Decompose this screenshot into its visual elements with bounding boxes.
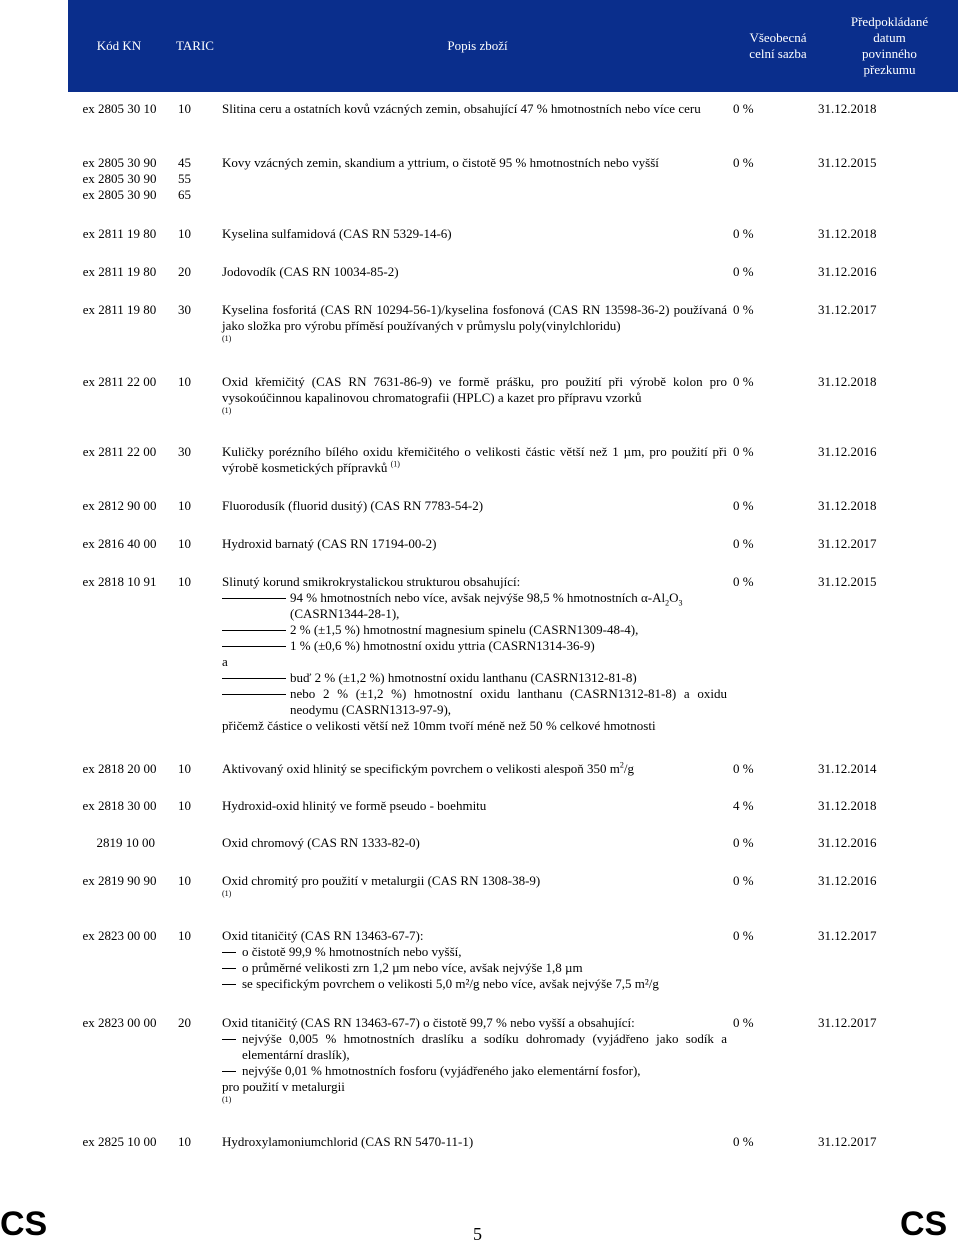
footnote-ref: (1) bbox=[222, 406, 232, 415]
description-cell: Kuličky porézního bílého oxidu křemičitého o velikosti částic větší než 1 µm, pro použití při výrobě kosmetických přípravků $^{(1)}$ bbox=[222, 444, 727, 475]
taric-cell: 10 bbox=[178, 374, 191, 389]
rate-cell: 0 % bbox=[733, 761, 754, 776]
header-sazba: Všeobecná celní sazba bbox=[749, 30, 807, 61]
description-cell: Kyselina sulfamidová (CAS RN 5329-14-6) bbox=[222, 226, 452, 241]
description-cell: Fluorodusík (fluorid dusitý) (CAS RN 7783-54-2) bbox=[222, 498, 484, 513]
footnote-ref: (1) bbox=[222, 1095, 232, 1104]
review-date-cell: 31.12.2017 bbox=[818, 536, 877, 551]
taric-cell: 10 bbox=[178, 101, 191, 116]
list-item: nebo 2 % (±1,2 %) hmotnostní oxidu lanthanu (CASRN1312-81-8) a oxidu neodymu (CASRN1313-97-9), bbox=[222, 686, 727, 718]
taric-cell: 10 bbox=[178, 1134, 191, 1149]
list-item: nejvýše 0,01 % hmotnostních fosforu (vyjádřeného jako elementární fosfor), bbox=[222, 1063, 727, 1079]
list-item: o čistotě 99,9 % hmotnostních nebo vyšší, bbox=[222, 944, 727, 960]
description-cell: Hydroxylamoniumchlorid (CAS RN 5470-11-1) bbox=[222, 1134, 474, 1149]
review-date-cell: 31.12.2017 bbox=[818, 1015, 877, 1030]
review-date-cell: 31.12.2017 bbox=[818, 928, 877, 943]
kod-cell: ex 2819 90 90 bbox=[82, 873, 157, 888]
taric-cell: 45 55 65 bbox=[178, 155, 191, 202]
taric-cell: 10 bbox=[178, 928, 191, 943]
rate-cell: 0 % bbox=[733, 302, 754, 317]
rate-cell: 0 % bbox=[733, 444, 754, 459]
taric-cell: 20 bbox=[178, 264, 191, 279]
review-date-cell: 31.12.2016 bbox=[818, 444, 877, 459]
header-popis: Popis zboží bbox=[447, 38, 508, 53]
review-date-cell: 31.12.2015 bbox=[818, 155, 877, 170]
review-date-cell: 31.12.2018 bbox=[818, 101, 877, 116]
taric-cell: 10 bbox=[178, 761, 191, 776]
kod-cell: ex 2811 22 00 bbox=[82, 374, 157, 389]
review-date-cell: 31.12.2017 bbox=[818, 1134, 877, 1149]
taric-cell: 10 bbox=[178, 536, 191, 551]
taric-cell: 10 bbox=[178, 873, 191, 888]
kod-cell: ex 2805 30 90 ex 2805 30 90 ex 2805 30 90 bbox=[82, 155, 157, 202]
kod-cell: 2819 10 00 bbox=[96, 835, 155, 850]
kod-cell: ex 2823 00 00 bbox=[82, 1015, 157, 1030]
taric-cell: 10 bbox=[178, 574, 191, 589]
kod-cell: ex 2812 90 00 bbox=[82, 498, 157, 513]
description-cell: Slinutý korund smikrokrystalickou strukturou obsahující: 94 % hmotnostních nebo více, avšak nejvýše 98,5 % hmotnostních $\alpha-Al_2O_3$ (CASRN1344-28-1), 2 % (±1,5 %) hmotnostní magnesium spinelu (CASRN1309-48-4), 1 % (±0,6 %) hmotnostní oxidu yttria (CASRN1314-36-9) a buď 2 % (±1,2 %) hmotnostní oxidu lanthanu (CASRN1312-81-8) nebo 2 % (±1,2 %) hmotnostní oxidu lanthanu (CASRN1312-81-8) a oxidu neodymu (CASRN1313-97-9), přičemž částice o velikosti větší než 10mm tvoří méně než 50 % celkové hmotnosti bbox=[222, 574, 727, 733]
rate-cell: 0 % bbox=[733, 498, 754, 513]
review-date-cell: 31.12.2018 bbox=[818, 374, 877, 389]
taric-cell: 20 bbox=[178, 1015, 191, 1030]
list-item: nejvýše 0,005 % hmotnostních draslíku a sodíku dohromady (vyjádřeno jako sodík a elementární draslík), bbox=[222, 1031, 727, 1063]
rate-cell: 0 % bbox=[733, 1134, 754, 1149]
rate-cell: 0 % bbox=[733, 835, 754, 850]
list-item: buď 2 % (±1,2 %) hmotnostní oxidu lanthanu (CASRN1312-81-8) bbox=[222, 670, 727, 686]
header-taric: TARIC bbox=[176, 38, 214, 53]
taric-cell: 10 bbox=[178, 226, 191, 241]
description-cell: Hydroxid barnatý (CAS RN 17194-00-2) bbox=[222, 536, 437, 551]
list-item: 2 % (±1,5 %) hmotnostní magnesium spinelu (CASRN1309-48-4), bbox=[222, 622, 727, 638]
page-number: 5 bbox=[473, 1224, 482, 1244]
footer-language-left: CS bbox=[0, 1205, 48, 1243]
review-date-cell: 31.12.2016 bbox=[818, 873, 877, 888]
rate-cell: 0 % bbox=[733, 155, 754, 170]
description-cell: Oxid titaničitý (CAS RN 13463-67-7): o čistotě 99,9 % hmotnostních nebo vyšší, o průměrné velikosti zrn 1,2 µm nebo více, avšak nejvýše 1,8 µm se specifickým povrchem o velikosti 5,0 m²/g nebo více, avšak nejvýše 7,5 m²/g bbox=[222, 928, 727, 992]
list-item: 94 % hmotnostních nebo více, avšak nejvýše 98,5 % hmotnostních $\alpha-Al_2O_3$ (CASRN1344-28-1), bbox=[222, 590, 727, 622]
header-kod-kn: Kód KN bbox=[96, 38, 142, 53]
kod-cell: ex 2818 10 91 bbox=[82, 574, 157, 589]
kod-cell: ex 2818 30 00 bbox=[82, 798, 157, 813]
review-date-cell: 31.12.2014 bbox=[818, 761, 877, 776]
footnote-ref: (1) bbox=[222, 334, 232, 343]
description-cell: Oxid chromitý pro použití v metalurgii (CAS RN 1308-38-9) (1) bbox=[222, 873, 727, 899]
taric-cell: 30 bbox=[178, 302, 191, 317]
description-cell: Kovy vzácných zemin, skandium a yttrium, o čistotě 95 % hmotnostních nebo vyšší bbox=[222, 155, 659, 170]
review-date-cell: 31.12.2015 bbox=[818, 574, 877, 589]
kod-cell: ex 2823 00 00 bbox=[82, 928, 157, 943]
taric-cell: 10 bbox=[178, 498, 191, 513]
description-cell: Hydroxid-oxid hlinitý ve formě pseudo - boehmitu bbox=[222, 798, 487, 813]
footnote-ref: (1) bbox=[390, 459, 400, 469]
review-date-cell: 31.12.2018 bbox=[818, 498, 877, 513]
table-header bbox=[68, 0, 958, 92]
rate-cell: 0 % bbox=[733, 1015, 754, 1030]
rate-cell: 4 % bbox=[733, 798, 754, 813]
kod-cell: ex 2805 30 10 bbox=[82, 101, 157, 116]
review-date-cell: 31.12.2017 bbox=[818, 302, 877, 317]
rate-cell: 0 % bbox=[733, 101, 754, 116]
review-date-cell: 31.12.2016 bbox=[818, 264, 877, 279]
footer-language-right: CS bbox=[900, 1205, 948, 1243]
rate-cell: 0 % bbox=[733, 226, 754, 241]
description-cell: Kyselina fosforitá (CAS RN 10294-56-1)/kyselina fosfonová (CAS RN 13598-36-2) používaná jako složka pro výrobu příměsí používaných v průmyslu poly(vinylchloridu) (1) bbox=[222, 302, 727, 343]
review-date-cell: 31.12.2018 bbox=[818, 226, 877, 241]
rate-cell: 0 % bbox=[733, 574, 754, 589]
description-cell: Oxid titaničitý (CAS RN 13463-67-7) o čistotě 99,7 % nebo vyšší a obsahující: nejvýše 0,005 % hmotnostních draslíku a sodíku dohromady (vyjádřeno jako sodík a elementární draslík), nejvýše 0,01 % hmotnostních fosforu (vyjádřeného jako elementární fosfor), pro použití v metalurgii (1) bbox=[222, 1015, 727, 1104]
description-cell: Oxid křemičitý (CAS RN 7631-86-9) ve formě prášku, pro použití při výrobě kolon pro vysokoúčinnou kapalinovou chromatografii (HPLC) a kazet pro přípravu vzorků (1) bbox=[222, 374, 727, 415]
rate-cell: 0 % bbox=[733, 536, 754, 551]
rate-cell: 0 % bbox=[733, 873, 754, 888]
list-item: 1 % (±0,6 %) hmotnostní oxidu yttria (CASRN1314-36-9) bbox=[222, 638, 727, 654]
taric-cell: 10 bbox=[178, 798, 191, 813]
rate-cell: 0 % bbox=[733, 264, 754, 279]
rate-cell: 0 % bbox=[733, 928, 754, 943]
header-datum: Předpokládané datum povinného přezkumu bbox=[850, 14, 929, 77]
kod-cell: ex 2816 40 00 bbox=[82, 536, 157, 551]
footnote-ref: (1) bbox=[222, 889, 232, 898]
description-cell: Slitina ceru a ostatních kovů vzácných zemin, obsahující 47 % hmotnostních nebo více ceru bbox=[222, 101, 701, 116]
description-cell: Jodovodík (CAS RN 10034-85-2) bbox=[222, 264, 399, 279]
kod-cell: ex 2811 19 80 bbox=[82, 226, 157, 241]
list-item: se specifickým povrchem o velikosti 5,0 m²/g nebo více, avšak nejvýše 7,5 m²/g bbox=[222, 976, 727, 992]
kod-cell: ex 2825 10 00 bbox=[82, 1134, 157, 1149]
kod-cell: ex 2811 19 80 bbox=[82, 264, 157, 279]
rate-cell: 0 % bbox=[733, 374, 754, 389]
description-cell: Oxid chromový (CAS RN 1333-82-0) bbox=[222, 835, 420, 850]
description-cell: Aktivovaný oxid hlinitý se specifickým povrchem o velikosti alespoň 350 $m^2/g$ bbox=[222, 760, 635, 776]
review-date-cell: 31.12.2016 bbox=[818, 835, 877, 850]
kod-cell: ex 2818 20 00 bbox=[82, 761, 157, 776]
review-date-cell: 31.12.2018 bbox=[818, 798, 877, 813]
taric-cell: 30 bbox=[178, 444, 191, 459]
list-item: o průměrné velikosti zrn 1,2 µm nebo více, avšak nejvýše 1,8 µm bbox=[222, 960, 727, 976]
kod-cell: ex 2811 22 00 bbox=[82, 444, 157, 459]
kod-cell: ex 2811 19 80 bbox=[82, 302, 157, 317]
